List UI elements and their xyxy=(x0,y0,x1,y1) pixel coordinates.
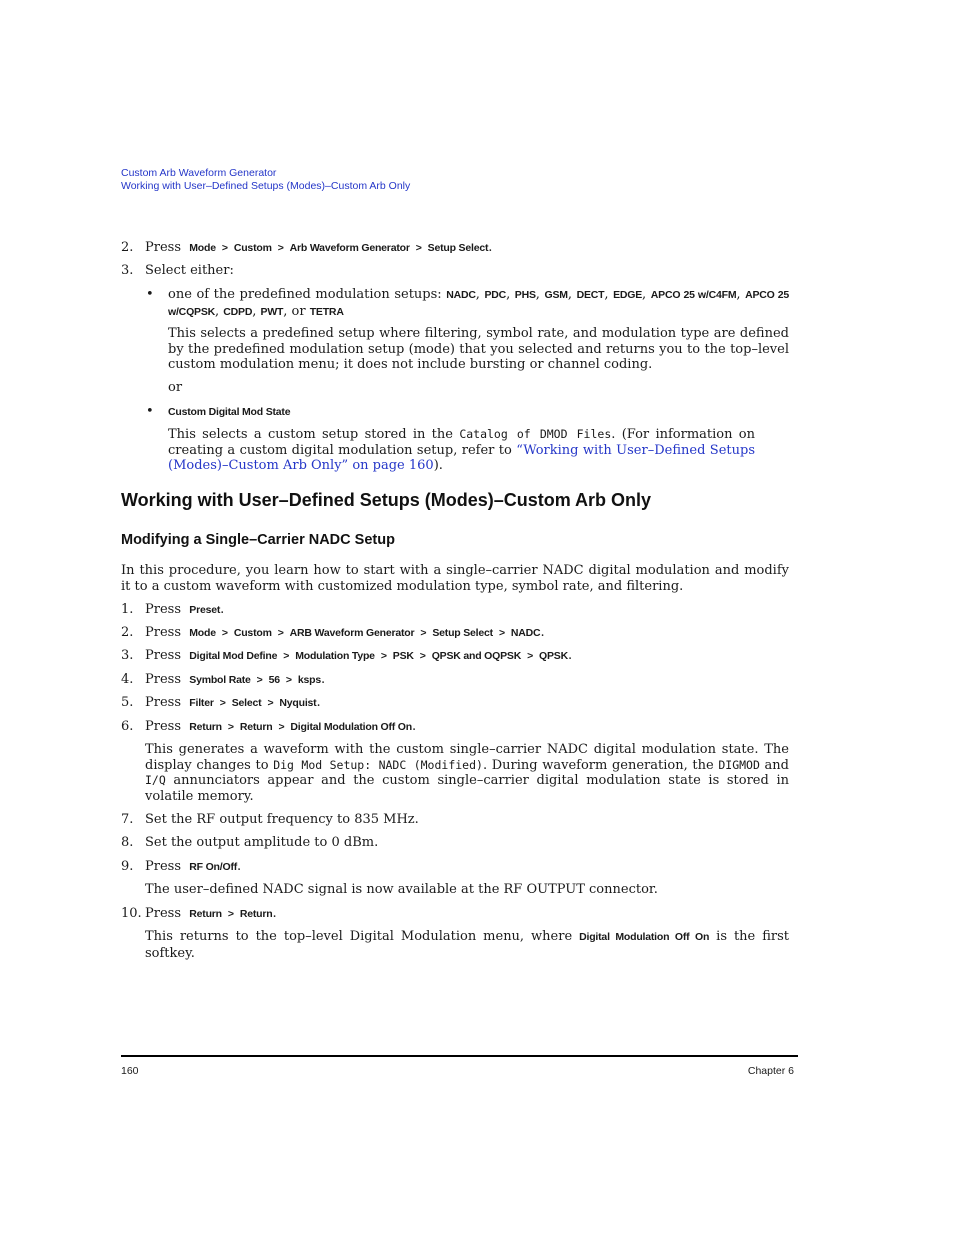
softkey-psk: PSK xyxy=(392,650,414,662)
softkey-digital-mod-define: Digital Mod Define xyxy=(189,650,278,662)
separator: > xyxy=(420,627,427,639)
step-number: 3. xyxy=(121,263,134,278)
softkey-apco-c4fm: APCO 25 w/C4FM xyxy=(650,289,737,301)
cross-reference-link[interactable]: “Working with User–Defined Setups (Modes)–Custom Arb Only” on page 160 xyxy=(168,442,755,474)
period: . xyxy=(412,719,417,734)
softkey-pwt: PWT xyxy=(260,305,284,318)
annunciator-digmod: DIGMOD xyxy=(718,757,760,772)
separator: > xyxy=(221,242,228,254)
or-word: or xyxy=(291,303,306,319)
desc-text: and xyxy=(764,757,789,773)
proc-step-7: Set the RF output frequency to 835 MHz. xyxy=(145,812,419,827)
press-word: Press xyxy=(145,240,181,255)
proc-step-10-description xyxy=(145,929,789,961)
period: . xyxy=(237,859,242,874)
bullet-marker: • xyxy=(146,404,154,419)
bullet-2-description xyxy=(168,427,755,474)
step-number: 8. xyxy=(121,835,134,850)
step-number: 2. xyxy=(121,625,134,640)
softkey-filter: Filter xyxy=(189,697,214,709)
softkey-56: 56 xyxy=(268,674,280,686)
period: . xyxy=(568,648,573,663)
desc-text: . (For information on creating a custom digital modulation setup, refer to xyxy=(168,427,756,458)
softkey-symbol-rate: Symbol Rate xyxy=(189,674,251,686)
period: . xyxy=(272,906,277,921)
subsection-heading: Modifying a Single–Carrier NADC Setup xyxy=(121,532,395,548)
separator: > xyxy=(283,650,290,662)
bullet-1-description: This selects a predefined setup where filtering, symbol rate, and modulation type are defined by the predefined modulation setup (mode) that you selected and returns you to the top–level custom modulation menu; it does not include bursting or channel coding. xyxy=(168,326,789,373)
softkey-cdpd: CDPD xyxy=(223,305,253,318)
bullet-lead-text: one of the predefined modulation setups: xyxy=(168,287,442,302)
period: . xyxy=(316,695,321,710)
proc-step-6-description xyxy=(145,742,789,804)
separator: > xyxy=(221,627,228,639)
separator: > xyxy=(256,674,263,686)
softkey-arb-waveform-generator: ARB Waveform Generator xyxy=(289,627,415,639)
press-word: Press xyxy=(145,859,181,874)
softkey-digital-modulation-off-on: Digital Modulation Off On xyxy=(290,721,412,733)
desc-text: is the first softkey. xyxy=(145,929,789,961)
softkey-mode: Mode xyxy=(189,627,216,639)
separator: > xyxy=(278,721,285,733)
press-word: Press xyxy=(145,648,181,663)
softkey-setup-select: Setup Select xyxy=(432,627,493,639)
softkey-nadc: NADC xyxy=(446,289,476,301)
footer-rule xyxy=(121,1055,798,1057)
bullet-marker: • xyxy=(146,287,154,302)
proc-step-4 xyxy=(145,672,789,689)
proc-step-2 xyxy=(145,625,789,642)
softkey-setup-select: Setup Select xyxy=(427,242,489,254)
softkey-apco-cqpsk: APCO 25 w/CQPSK xyxy=(168,289,790,318)
step-number: 4. xyxy=(121,672,134,687)
running-header-chapter[interactable]: Custom Arb Waveform Generator xyxy=(121,167,277,179)
step-number: 10. xyxy=(121,906,142,921)
softkey-gsm: GSM xyxy=(544,289,568,301)
step-3-instruction: Select either: xyxy=(145,263,234,278)
proc-step-6 xyxy=(145,719,789,736)
softkey-rf-on-off: RF On/Off xyxy=(189,861,238,873)
step-number: 2. xyxy=(121,240,134,255)
softkey-edge: EDGE xyxy=(613,289,643,301)
period: . xyxy=(488,240,493,255)
separator: > xyxy=(227,721,234,733)
separator: > xyxy=(415,242,422,254)
separator: > xyxy=(380,650,387,662)
softkey-phs: PHS xyxy=(514,289,536,301)
bullet-custom-state xyxy=(168,404,789,421)
softkey-qpsk: QPSK xyxy=(539,650,568,662)
desc-text: This selects a custom setup stored in the xyxy=(168,427,453,442)
softkey-custom-digital-mod-state: Custom Digital Mod State xyxy=(168,406,291,418)
display-text: Dig Mod Setup: NADC (Modified) xyxy=(273,757,483,772)
softkey-nyquist: Nyquist xyxy=(279,697,317,709)
separator: > xyxy=(285,674,292,686)
step-number: 7. xyxy=(121,812,134,827)
footer-chapter: Chapter 6 xyxy=(747,1065,794,1077)
separator: > xyxy=(219,697,226,709)
softkey-modulation-type: Modulation Type xyxy=(295,650,375,662)
step-number: 3. xyxy=(121,648,134,663)
desc-text: This generates a waveform with the custom single–carrier NADC digital modulation state. The display changes to xyxy=(145,742,789,773)
softkey-mode: Mode xyxy=(189,242,216,254)
period: . xyxy=(540,625,545,640)
separator: > xyxy=(527,650,534,662)
softkey-return: Return xyxy=(239,721,273,733)
proc-step-3 xyxy=(145,648,789,665)
separator: > xyxy=(267,697,274,709)
press-word: Press xyxy=(145,672,181,687)
catalog-name: Catalog of DMOD Files xyxy=(459,427,612,441)
proc-step-8: Set the output amplitude to 0 dBm. xyxy=(145,835,379,850)
separator: > xyxy=(277,242,284,254)
softkey-tetra: TETRA xyxy=(309,305,344,318)
proc-step-9-description: The user–defined NADC signal is now available at the RF OUTPUT connector. xyxy=(145,882,658,897)
step-number: 9. xyxy=(121,859,134,874)
intro-paragraph: In this procedure, you learn how to start with a single–carrier NADC digital modulation and modify it to a custom waveform with customized modulation type, symbol rate, and filtering. xyxy=(121,563,789,594)
period: . xyxy=(320,672,326,687)
section-heading: Working with User–Defined Setups (Modes)–Custom Arb Only xyxy=(121,490,652,510)
separator: > xyxy=(498,627,505,639)
press-word: Press xyxy=(145,695,181,710)
softkey-qpsk-and-oqpsk: QPSK and OQPSK xyxy=(431,650,522,662)
press-word: Press xyxy=(145,625,181,640)
softkey-arb-waveform-generator: Arb Waveform Generator xyxy=(289,242,410,254)
proc-step-10 xyxy=(145,906,789,923)
separator: > xyxy=(419,650,426,662)
desc-text: This returns to the top–level Digital Modulation menu, where xyxy=(145,929,573,944)
press-word: Press xyxy=(145,602,181,617)
proc-step-9 xyxy=(145,859,789,876)
page-number: 160 xyxy=(121,1065,139,1077)
softkey-dect: DECT xyxy=(576,289,605,301)
bullet-predefined-setups: one of the predefined modulation setups: NADC, PDC, PHS, GSM, DECT, EDGE, APCO 25 w/C4FM, APCO 25 w/CQPSK, CDPD, PWT, or TETRA xyxy=(168,287,790,319)
or-text: or xyxy=(168,380,183,395)
softkey-custom: Custom xyxy=(233,242,272,254)
softkey-nadc: NADC xyxy=(510,627,541,639)
step-number: 6. xyxy=(121,719,134,734)
softkey-custom: Custom xyxy=(233,627,272,639)
press-word: Press xyxy=(145,906,181,921)
separator: > xyxy=(227,908,234,920)
running-header-section[interactable]: Working with User–Defined Setups (Modes)–Custom Arb Only xyxy=(121,180,411,192)
softkey-return: Return xyxy=(189,908,222,920)
softkey-select: Select xyxy=(231,697,262,709)
annunciator-iq: I/Q xyxy=(145,773,166,788)
period: . xyxy=(220,602,225,617)
softkey-preset: Preset xyxy=(189,604,221,616)
separator: > xyxy=(277,627,284,639)
press-word: Press xyxy=(145,719,181,734)
softkey-ksps: ksps xyxy=(297,674,321,686)
step-2-instruction xyxy=(145,240,789,257)
step-number: 1. xyxy=(121,602,134,617)
desc-text: . During waveform generation, the xyxy=(482,757,714,773)
softkey-return: Return xyxy=(239,908,273,920)
softkey-return: Return xyxy=(189,721,222,733)
softkey-pdc: PDC xyxy=(484,289,507,301)
softkey-digital-modulation-off-on: Digital Modulation Off On xyxy=(579,931,710,943)
proc-step-1 xyxy=(145,602,789,619)
desc-text: annunciators appear and the custom single–carrier digital modulation state is stored in volatile memory. xyxy=(145,773,789,804)
proc-step-5 xyxy=(145,695,789,712)
step-number: 5. xyxy=(121,695,134,710)
desc-text: ). xyxy=(433,458,443,474)
